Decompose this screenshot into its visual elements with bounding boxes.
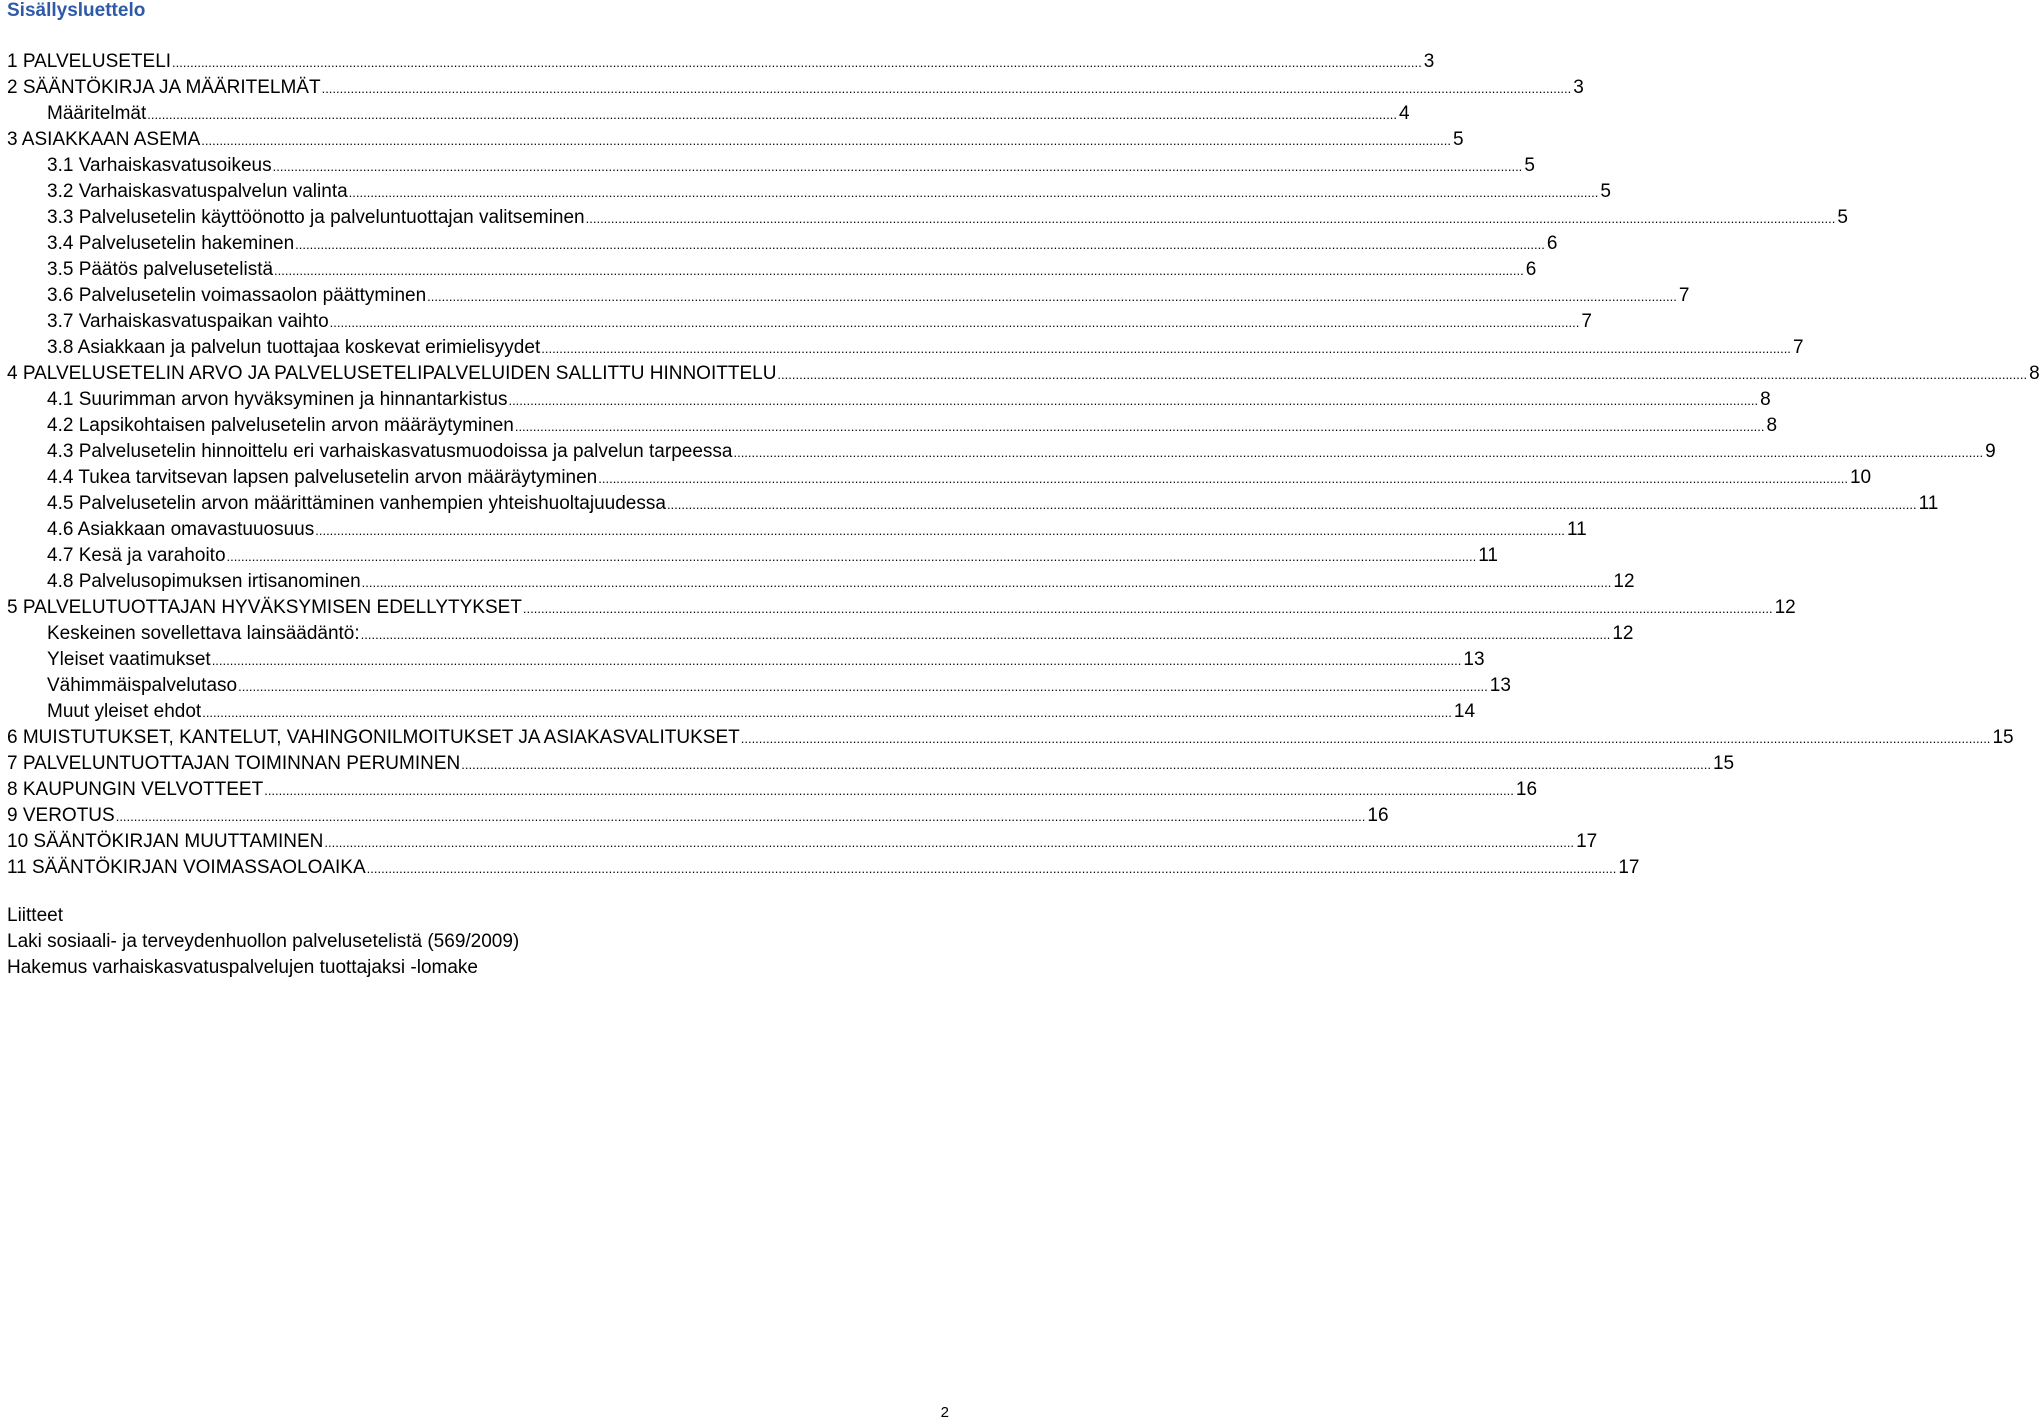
toc-entry-page: 12 — [1612, 623, 1634, 644]
toc-entry[interactable] — [7, 387, 1771, 413]
toc-entry-page: 17 — [1618, 857, 1640, 878]
dot-leader — [361, 622, 1611, 648]
dot-leader — [324, 830, 1574, 856]
toc-entry[interactable] — [7, 309, 1592, 335]
toc-entry-title: 2 SÄÄNTÖKIRJA JA MÄÄRITELMÄT — [7, 77, 321, 98]
dot-leader — [264, 778, 1514, 804]
dot-leader — [733, 440, 1983, 466]
toc-entry-page: 15 — [1992, 727, 2014, 748]
dot-leader — [238, 674, 1488, 700]
toc-entry[interactable] — [7, 569, 1635, 595]
toc-entry[interactable] — [7, 101, 1410, 127]
toc-entry-title: 4.5 Palvelusetelin arvon määrittäminen vanhempien yhteishuoltajuudessa — [47, 493, 666, 514]
toc-entry-title: 3.3 Palvelusetelin käyttöönotto ja palveluntuottajan valitseminen — [47, 207, 585, 228]
toc-entry[interactable] — [7, 699, 1476, 725]
toc-heading: Sisällysluettelo — [7, 0, 146, 21]
toc-entry[interactable] — [7, 465, 1872, 491]
toc-entry-page: 16 — [1367, 805, 1389, 826]
toc-entry[interactable] — [7, 361, 2040, 387]
dot-leader — [322, 76, 1572, 102]
toc-entry-page: 13 — [1489, 675, 1511, 696]
toc-entry[interactable] — [7, 231, 1558, 257]
dot-leader — [541, 336, 1791, 362]
toc-entry-page: 16 — [1515, 779, 1538, 800]
toc-entry[interactable] — [7, 257, 1537, 283]
toc-entry-page: 12 — [1774, 597, 1796, 618]
toc-entry-page: 6 — [1546, 233, 1558, 254]
toc-entry[interactable] — [7, 153, 1535, 179]
toc-entry[interactable] — [7, 829, 1598, 855]
dot-leader — [362, 570, 1612, 596]
page-number: 2 — [940, 1404, 949, 1421]
toc-entry[interactable] — [7, 75, 1584, 101]
toc-entry-title: 1 PALVELUSETELI — [7, 51, 172, 72]
toc-entry-page: 5 — [1452, 129, 1464, 150]
toc-entry[interactable] — [7, 751, 1735, 777]
toc-entry-title: 6 MUISTUTUKSET, KANTELUT, VAHINGONILMOITUKSET JA ASIAKASVALITUKSET — [7, 727, 740, 748]
dot-leader — [274, 258, 1524, 284]
toc-entry[interactable] — [7, 127, 1464, 153]
dot-leader — [315, 518, 1565, 544]
toc-entry-title: 3.5 Päätös palvelusetelistä — [47, 259, 274, 280]
toc-entry-title: 4 PALVELUSETELIN ARVO JA PALVELUSETELIPALVELUIDEN SALLITTU HINNOITTELU — [7, 363, 777, 384]
dot-leader — [598, 466, 1848, 492]
toc-entry-title: 4.8 Palvelusopimuksen irtisanominen — [47, 571, 361, 592]
appendix-item[interactable]: Hakemus varhaiskasvatuspalvelujen tuottajaksi -lomake — [7, 957, 479, 978]
toc-entry-title: 3.2 Varhaiskasvatuspalvelun valinta — [47, 181, 348, 202]
dot-leader — [273, 154, 1523, 180]
toc-entry-page: 8 — [2029, 363, 2040, 384]
toc-entry-page: 8 — [1766, 415, 1778, 436]
toc-entry[interactable] — [7, 491, 1939, 517]
toc-entry[interactable] — [7, 179, 1611, 205]
dot-leader — [461, 752, 1711, 778]
toc-entry-title: 10 SÄÄNTÖKIRJAN MUUTTAMINEN — [7, 831, 324, 852]
toc-entry[interactable] — [7, 777, 1538, 803]
toc-entry-page: 5 — [1600, 181, 1611, 202]
toc-entry-page: 11 — [1918, 493, 1939, 514]
toc-entry-title: Yleiset vaatimukset — [47, 649, 211, 670]
dot-leader — [515, 414, 1765, 440]
toc-entry-page: 3 — [1573, 77, 1584, 98]
toc-entry-title: 3.7 Varhaiskasvatuspaikan vaihto — [47, 311, 329, 332]
toc-entry-title: 3.8 Asiakkaan ja palvelun tuottajaa koskevat erimielisyydet — [47, 337, 541, 358]
toc-entry[interactable] — [7, 595, 1796, 621]
appendix-item[interactable]: Laki sosiaali- ja terveydenhuollon palvelusetelistä (569/2009) — [7, 931, 520, 952]
dot-leader — [202, 700, 1452, 726]
toc-entry[interactable] — [7, 647, 1485, 673]
toc-entry-page: 8 — [1760, 389, 1771, 410]
toc-entry-page: 17 — [1576, 831, 1598, 852]
toc-entry-title: 3.1 Varhaiskasvatusoikeus — [47, 155, 272, 176]
toc-entry-title: Vähimmäispalvelutaso — [47, 675, 238, 696]
toc-entry[interactable] — [7, 439, 1996, 465]
dot-leader — [586, 206, 1836, 232]
dot-leader — [116, 804, 1366, 830]
toc-entry-page: 4 — [1398, 103, 1410, 124]
toc-entry[interactable] — [7, 335, 1804, 361]
dot-leader — [427, 284, 1677, 310]
toc-entry-title: Keskeinen sovellettava lainsäädäntö: — [47, 623, 360, 644]
toc-entry-title: Määritelmät — [47, 103, 147, 124]
appendix-heading: Liitteet — [7, 905, 63, 926]
toc-list — [7, 49, 2040, 881]
dot-leader — [330, 310, 1580, 336]
toc-entry-title: 4.3 Palvelusetelin hinnoittelu eri varhaiskasvatusmuodoissa ja palvelun tarpeessa — [47, 441, 733, 462]
toc-entry-title: Muut yleiset ehdot — [47, 701, 202, 722]
toc-entry-title: 4.2 Lapsikohtaisen palvelusetelin arvon määräytyminen — [47, 415, 514, 436]
toc-entry-page: 5 — [1524, 155, 1535, 176]
dot-leader — [667, 492, 1917, 518]
toc-entry[interactable] — [7, 205, 1848, 231]
toc-entry-page: 7 — [1678, 285, 1690, 306]
dot-leader — [295, 232, 1545, 258]
toc-entry-page: 7 — [1581, 311, 1592, 332]
dot-leader — [227, 544, 1477, 570]
toc-entry-title: 5 PALVELUTUOTTAJAN HYVÄKSYMISEN EDELLYTYKSET — [7, 597, 522, 618]
toc-entry-title: 4.1 Suurimman arvon hyväksyminen ja hinnantarkistus — [47, 389, 508, 410]
toc-entry-page: 10 — [1849, 467, 1872, 488]
toc-entry-page: 9 — [1985, 441, 1996, 462]
toc-entry-title: 3.4 Palvelusetelin hakeminen — [47, 233, 295, 254]
toc-entry-page: 11 — [1566, 519, 1587, 540]
toc-entry[interactable] — [7, 49, 1435, 75]
appendix-block — [7, 903, 519, 981]
toc-entry-title: 7 PALVELUNTUOTTAJAN TOIMINNAN PERUMINEN — [7, 753, 461, 774]
toc-entry-page: 11 — [1478, 545, 1498, 566]
toc-entry[interactable] — [7, 855, 1640, 881]
toc-entry-page: 13 — [1463, 649, 1485, 670]
toc-entry[interactable] — [7, 517, 1587, 543]
dot-leader — [212, 648, 1462, 674]
dot-leader — [201, 128, 1451, 154]
toc-entry[interactable] — [7, 283, 1690, 309]
toc-entry-title: 4.7 Kesä ja varahoito — [47, 545, 226, 566]
toc-entry-page: 5 — [1837, 207, 1848, 228]
toc-entry[interactable] — [7, 621, 1634, 647]
toc-entry-title: 4.4 Tukea tarvitsevan lapsen palvelusetelin arvon määräytyminen — [47, 467, 598, 488]
toc-entry-title: 8 KAUPUNGIN VELVOTTEET — [7, 779, 264, 800]
toc-entry-title: 3.6 Palvelusetelin voimassaolon päättyminen — [47, 285, 427, 306]
toc-entry-page: 12 — [1613, 571, 1635, 592]
toc-entry-page: 14 — [1453, 701, 1476, 722]
dot-leader — [741, 726, 1991, 752]
toc-entry[interactable] — [7, 673, 1511, 699]
toc-entry[interactable] — [7, 803, 1389, 829]
toc-entry-title: 11 SÄÄNTÖKIRJAN VOIMASSAOLOAIKA — [7, 857, 366, 878]
toc-entry-title: 9 VEROTUS — [7, 805, 115, 826]
toc-entry-page: 7 — [1792, 337, 1804, 358]
dot-leader — [777, 362, 2027, 388]
dot-leader — [349, 180, 1599, 206]
toc-entry-page: 6 — [1525, 259, 1537, 280]
toc-entry-title: 3 ASIAKKAAN ASEMA — [7, 129, 201, 150]
toc-entry-title: 4.6 Asiakkaan omavastuuosuus — [47, 519, 315, 540]
toc-entry[interactable] — [7, 543, 1498, 569]
toc-entry-page: 3 — [1423, 51, 1435, 72]
dot-leader — [367, 856, 1617, 882]
toc-entry[interactable] — [7, 725, 2014, 751]
toc-entry[interactable] — [7, 413, 1778, 439]
dot-leader — [172, 50, 1422, 76]
dot-leader — [508, 388, 1758, 414]
dot-leader — [523, 596, 1773, 622]
toc-entry-page: 15 — [1712, 753, 1735, 774]
dot-leader — [147, 102, 1397, 128]
